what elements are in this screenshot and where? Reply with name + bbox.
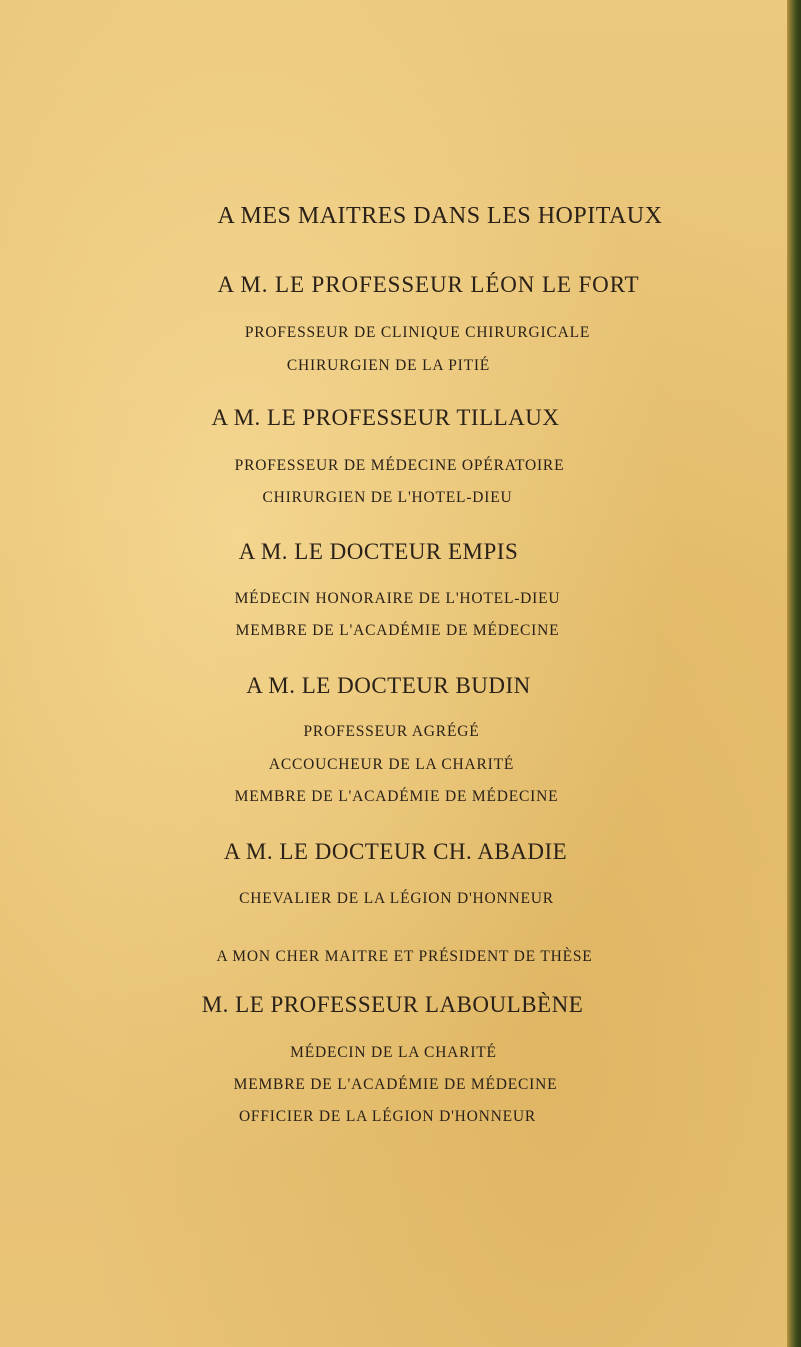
president-title: MÉDECIN DE LA CHARITÉ: [290, 1044, 497, 1061]
dedicatee-title: PROFESSEUR DE MÉDECINE OPÉRATOIRE: [234, 457, 565, 474]
dedicatee-title: CHIRURGIEN DE L'HOTEL-DIEU: [262, 489, 513, 506]
dedicatee-title: ACCOUCHEUR DE LA CHARITÉ: [268, 756, 515, 773]
president-title: OFFICIER DE LA LÉGION D'HONNEUR: [238, 1108, 537, 1125]
president-intro: A MON CHER MAITRE ET PRÉSIDENT DE THÈSE: [216, 948, 593, 965]
dedicatee-title: CHIRURGIEN DE LA PITIÉ: [286, 357, 491, 374]
dedicatee-name-le-fort: A M. LE PROFESSEUR LÉON LE FORT: [217, 272, 640, 297]
dedication-heading: A MES MAITRES DANS LES HOPITAUX: [217, 203, 663, 229]
dedicatee-title: MEMBRE DE L'ACADÉMIE DE MÉDECINE: [234, 788, 559, 805]
president-title: MEMBRE DE L'ACADÉMIE DE MÉDECINE: [233, 1076, 558, 1093]
dedicatee-name-empis: A M. LE DOCTEUR EMPIS: [238, 539, 519, 564]
president-name: M. LE PROFESSEUR LABOULBÈNE: [201, 992, 584, 1017]
dedicatee-name-budin: A M. LE DOCTEUR BUDIN: [246, 673, 531, 698]
dedicatee-title: MEMBRE DE L'ACADÉMIE DE MÉDECINE: [235, 622, 560, 639]
dedicatee-name-tillaux: A M. LE PROFESSEUR TILLAUX: [211, 405, 560, 430]
dedicatee-title: MÉDECIN HONORAIRE DE L'HOTEL-DIEU: [234, 590, 561, 607]
dedicatee-title: PROFESSEUR DE CLINIQUE CHIRURGICALE: [244, 324, 591, 341]
dedicatee-title: PROFESSEUR AGRÉGÉ: [303, 723, 480, 740]
dedicatee-name-abadie: A M. LE DOCTEUR CH. ABADIE: [223, 839, 568, 864]
dedicatee-title: CHEVALIER DE LA LÉGION D'HONNEUR: [239, 890, 554, 907]
